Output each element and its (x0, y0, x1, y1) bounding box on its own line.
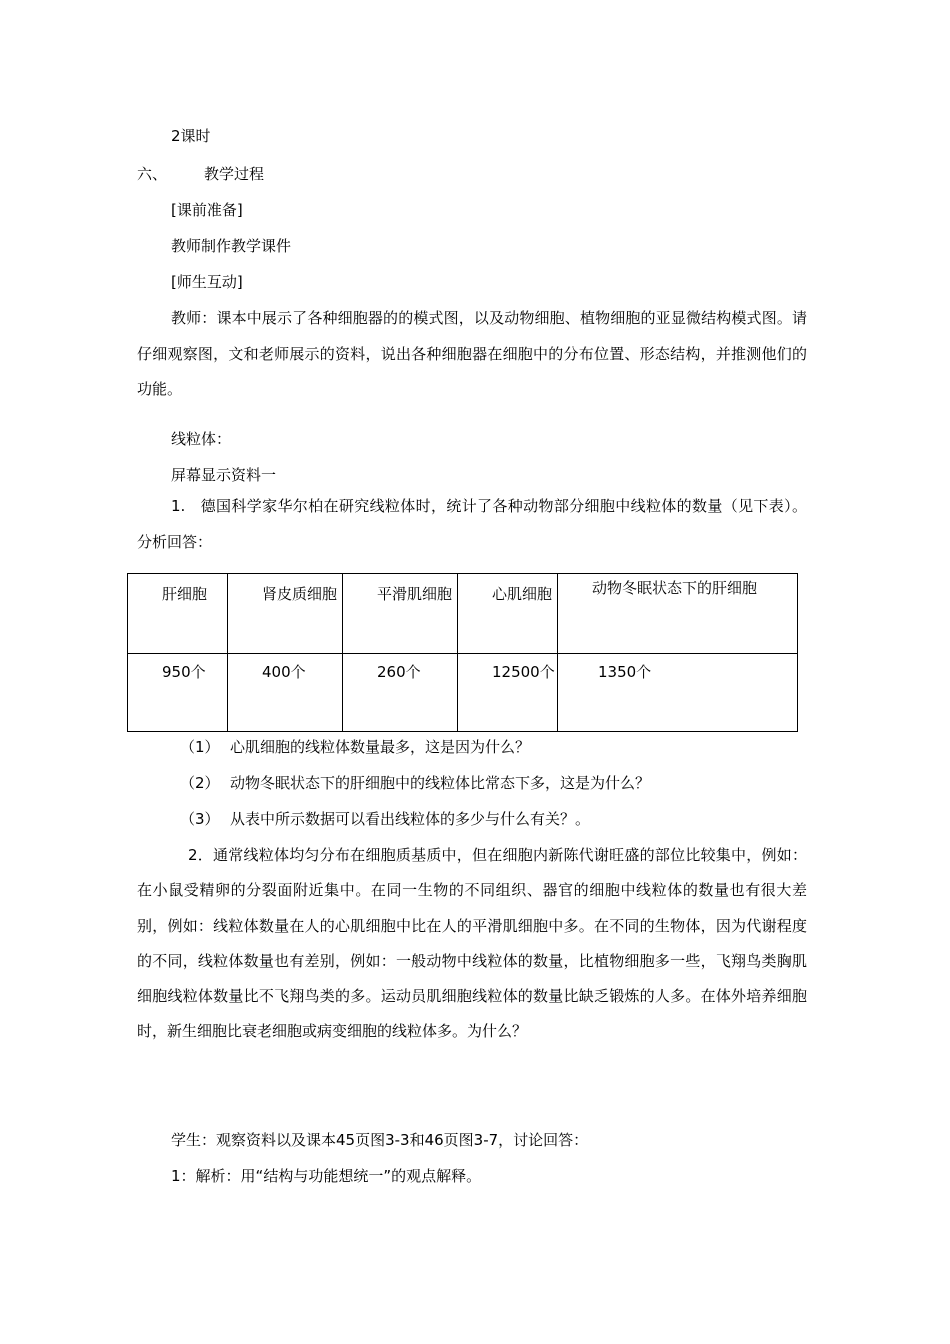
table-value-cell: 1350个 (558, 654, 798, 732)
lesson-hours: 2课时 (171, 127, 211, 145)
material-one-paragraph: 1. 德国科学家华尔柏在研究线粒体时，统计了各种动物部分细胞中线粒体的数量（见下表）。分析回答： (137, 497, 807, 551)
table-header-row (128, 574, 798, 654)
mitochondria-count-table (127, 573, 798, 732)
question-text: 动物冬眠状态下的肝细胞中的线粒体比常态下多，这是为什么？ (230, 774, 651, 792)
table-value-row (128, 654, 798, 732)
question-item (180, 737, 530, 757)
table-value-cell: 950个 (128, 654, 228, 732)
screen-material-heading: 屏幕显示资料一 (171, 466, 277, 484)
subheading-preparation: [课前准备] (171, 201, 243, 219)
question-number: （3） (180, 810, 220, 828)
section-heading (137, 164, 264, 184)
question-item (180, 773, 650, 793)
section-title: 教学过程 (204, 165, 265, 183)
teacher-paragraph: 教师：课本中展示了各种细胞器的的模式图，以及动物细胞、植物细胞的亚显微结构模式图。请仔细观察图，文和老师展示的资料，说出各种细胞器在细胞中的分布位置、形态结构，并推测他们的功能。 (137, 309, 807, 398)
question-text: 从表中所示数据可以看出线粒体的多少与什么有关？。 (230, 810, 591, 828)
table-header-cell: 动物冬眠状态下的肝细胞 (558, 574, 798, 654)
subheading-interaction: [师生互动] (171, 273, 243, 291)
question-text: 心肌细胞的线粒体数量最多，这是因为什么？ (230, 738, 531, 756)
preparation-text: 教师制作教学课件 (171, 237, 292, 255)
table-header-cell: 心肌细胞 (458, 574, 558, 654)
table-value-cell: 260个 (343, 654, 458, 732)
table-value-cell: 400个 (228, 654, 343, 732)
table-header-cell: 肝细胞 (128, 574, 228, 654)
material-two-paragraph: 2．通常线粒体均匀分布在细胞质基质中，但在细胞内新陈代谢旺盛的部位比较集中，例如：在小鼠受精卵的分裂面附近集中。在同一生物的不同组织、器官的细胞中线粒体的数量也有很大差别，例如：线粒体数量在人的心肌细胞中比在人的平滑肌细胞中多。在不同的生物体，因为代谢程度的不同，线粒体数量也有差别，例如：一般动物中线粒体的数量，比植物细胞多一些，飞翔鸟类胸肌细胞线粒体数量比不飞翔鸟类的多。运动员肌细胞线粒体的数量比缺乏锻炼的人多。在体外培养细胞时，新生细胞比衰老细胞或病变细胞的线粒体多。为什么？ (137, 846, 807, 1041)
section-number: 六、 (137, 165, 168, 183)
question-item (180, 809, 590, 829)
table-header-cell: 肾皮质细胞 (228, 574, 343, 654)
question-number: （1） (180, 738, 220, 756)
analysis-paragraph: 1：解析：用“结构与功能想统一”的观点解释。 (171, 1167, 482, 1185)
question-number: （2） (180, 774, 220, 792)
mitochondria-heading: 线粒体： (171, 430, 232, 448)
table-value-cell: 12500个 (458, 654, 558, 732)
table-header-cell: 平滑肌细胞 (343, 574, 458, 654)
student-paragraph: 学生：观察资料以及课本45页图3-3和46页图3-7，讨论回答： (171, 1131, 589, 1149)
